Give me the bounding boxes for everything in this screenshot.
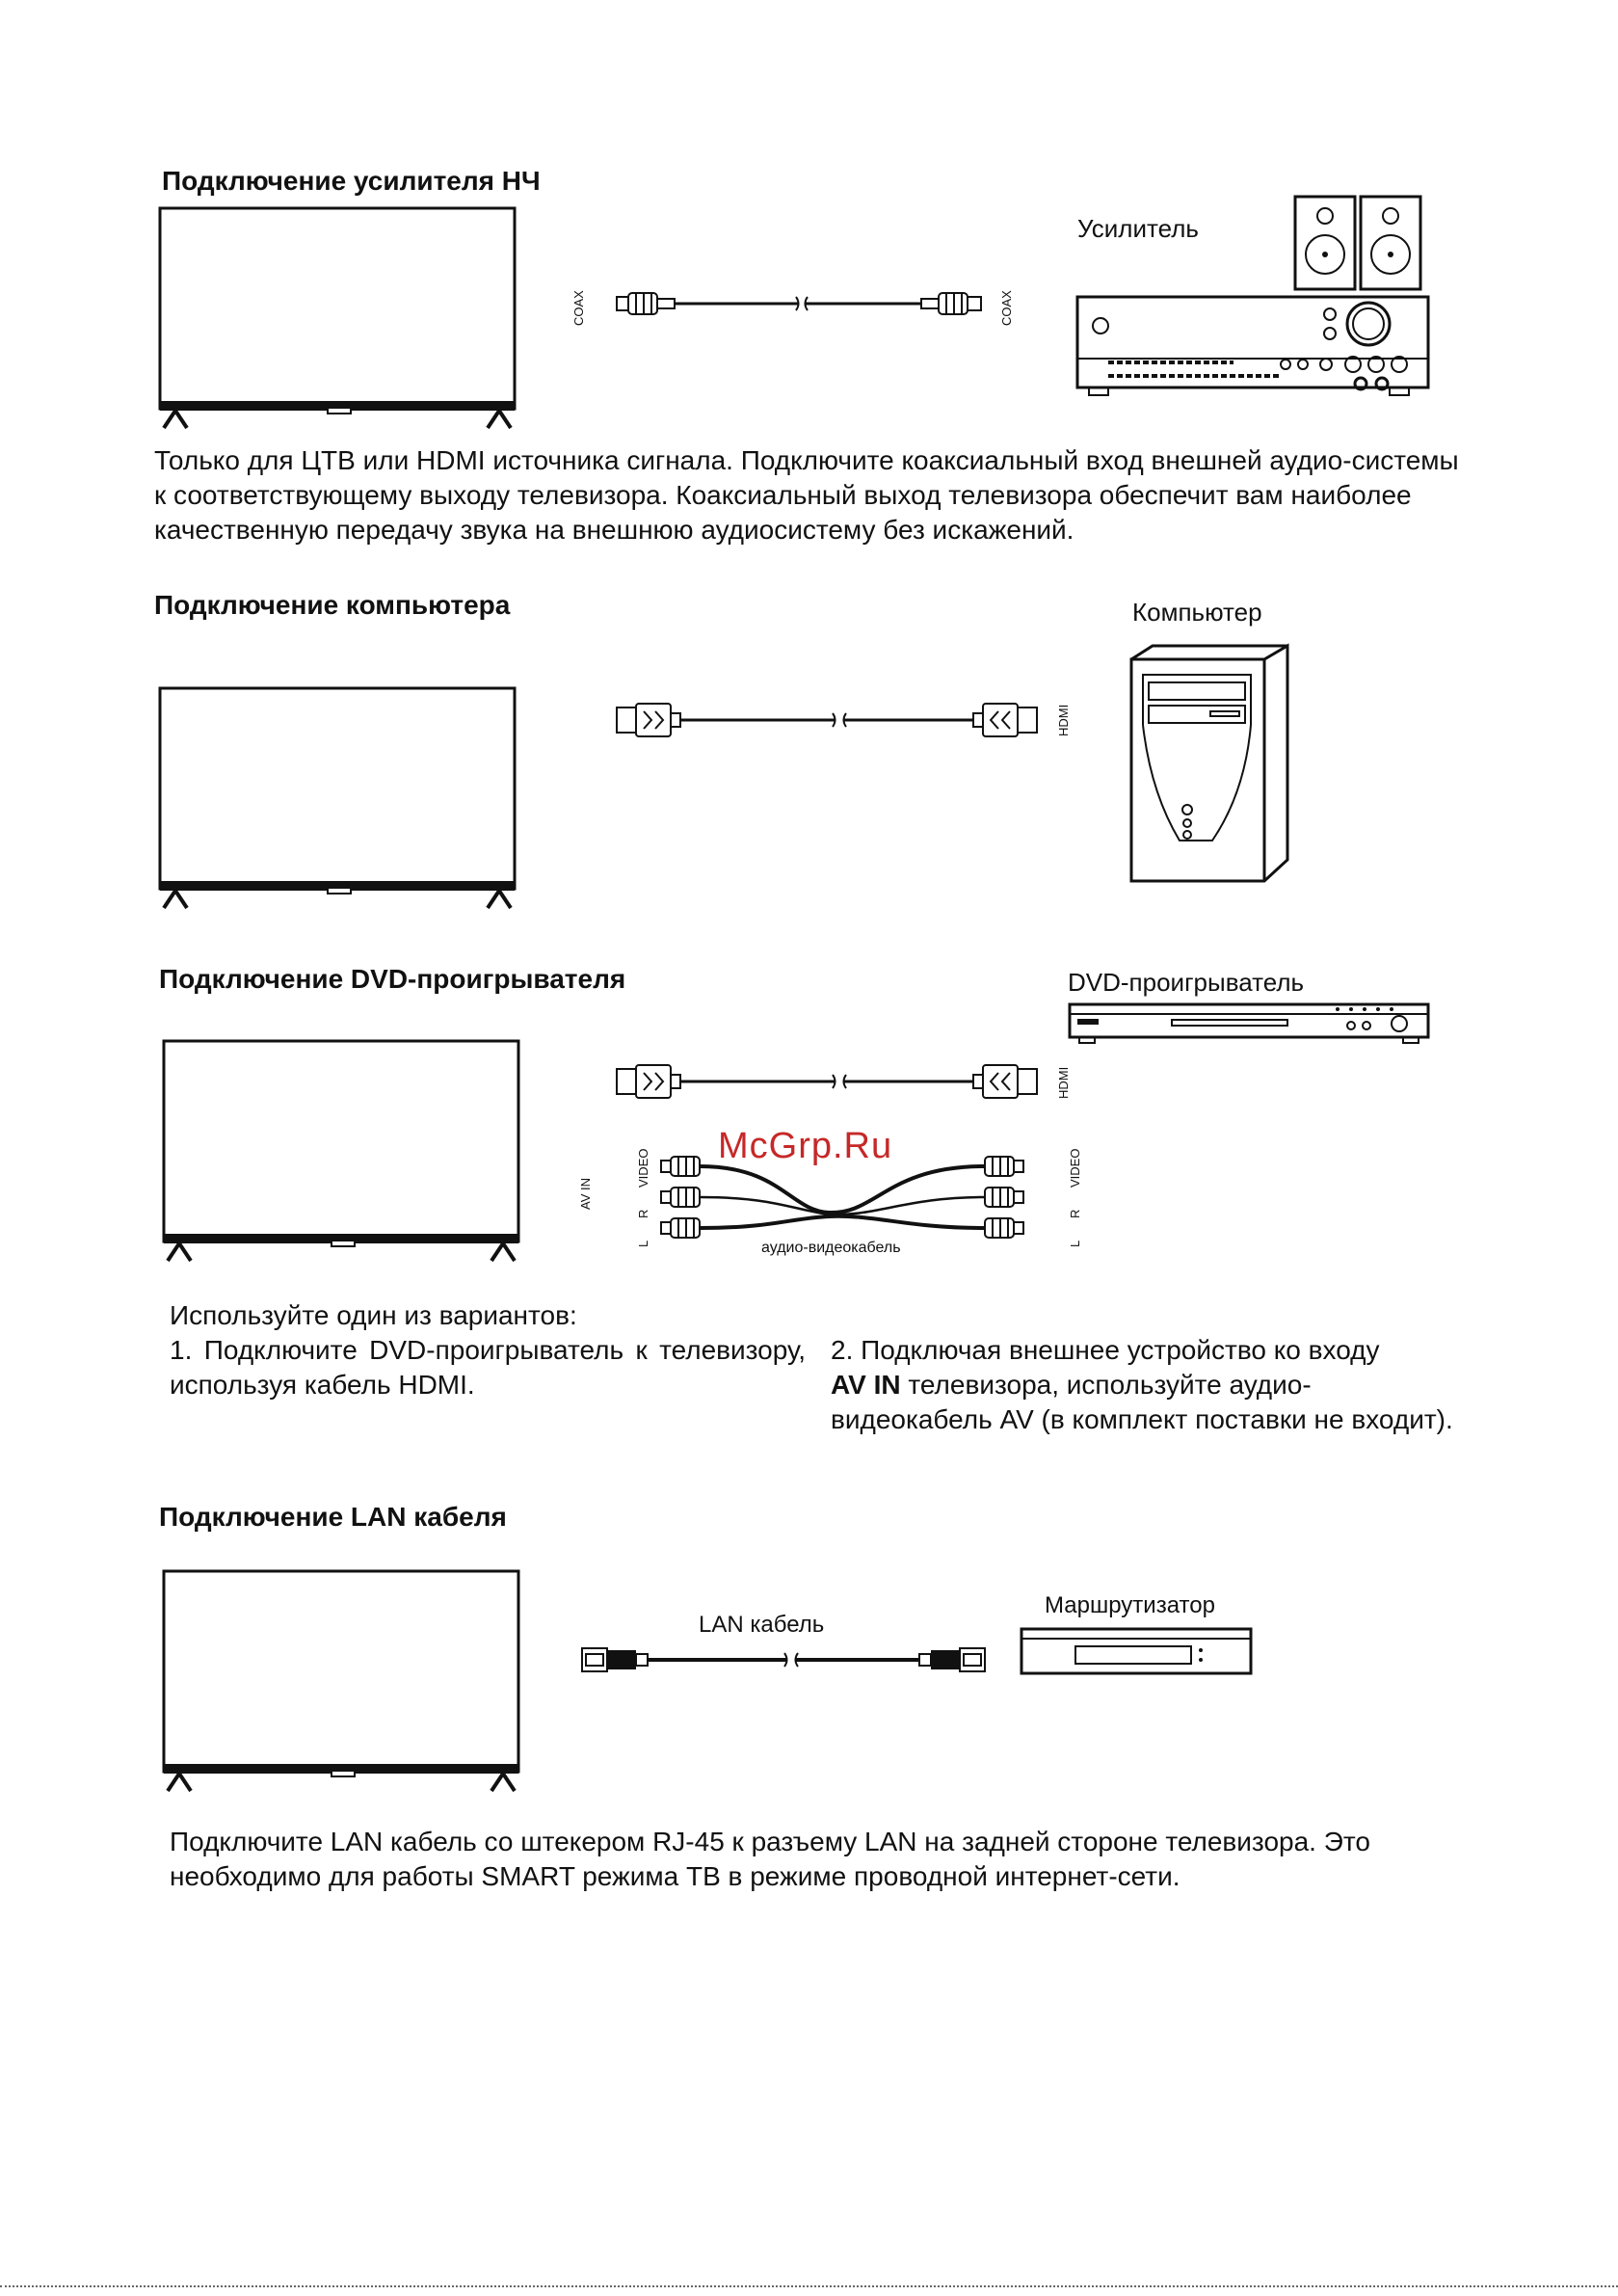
lan-cable-label: LAN кабель <box>699 1612 825 1638</box>
tv-illustration-3 <box>158 1037 524 1268</box>
computer-section-title: Подключение компьютера <box>154 590 511 620</box>
computer-label: Компьютер <box>1132 598 1262 627</box>
coax-port-label-right: COAX <box>999 290 1014 326</box>
dvd-section-title: Подключение DVD-проигрывателя <box>159 964 626 994</box>
tv-illustration-4 <box>158 1567 524 1799</box>
dvd-player-illustration <box>1066 1001 1434 1047</box>
av-cable <box>655 1153 1060 1253</box>
amplifier-description: Только для ЦТВ или HDMI источника сигнала. Подключите коаксиальный вход внешней аудио-системы к соответствующему выходу телевизора. Коаксиальный выход телевизора обеспечит вам наиболее качественную передачу звука на внешнюю аудиосистему без искажений. <box>154 445 1459 545</box>
dvd-player-label: DVD-проигрыватель <box>1068 968 1305 997</box>
dvd-option-2-end: телевизора, используйте аудио-видеокабель AV (в комплект поставки не входит). <box>831 1370 1453 1434</box>
router-label: Маршрутизатор <box>1045 1592 1215 1618</box>
av-right-video-label: VIDEO <box>1068 1148 1082 1188</box>
hdmi-cable-2 <box>607 1057 1041 1106</box>
dvd-hdmi-port-label: HDMI <box>1056 1066 1071 1099</box>
dvd-option-1: 1. Подключите DVD-проигрыватель к телевизору, используя кабель HDMI. <box>170 1335 806 1400</box>
hdmi-cable-1 <box>607 696 1041 744</box>
computer-illustration <box>1127 640 1291 885</box>
page-bottom-border <box>0 2285 1618 2287</box>
lan-description: Подключите LAN кабель со штекером RJ-45 к разъему LAN на задней стороне телевизора. Это необходимо для работы SMART режима ТВ в режиме проводной интернет-сети. <box>170 1827 1370 1891</box>
computer-hdmi-port-label: HDMI <box>1056 704 1071 736</box>
av-left-l-label: L <box>636 1240 650 1247</box>
dvd-option-2-bold: AV IN <box>831 1370 901 1400</box>
av-in-label: AV IN <box>578 1178 593 1210</box>
av-right-r-label: R <box>1068 1209 1082 1218</box>
lan-section-title: Подключение LAN кабеля <box>159 1502 507 1532</box>
av-right-l-label: L <box>1068 1240 1082 1247</box>
av-left-video-label: VIDEO <box>636 1148 650 1188</box>
coax-cable <box>597 280 993 328</box>
amplifier-with-speakers-illustration <box>1072 195 1438 399</box>
tv-illustration-1 <box>154 204 520 436</box>
amplifier-section-title: Подключение усилителя НЧ <box>162 166 541 196</box>
watermark: McGrp.Ru <box>718 1126 893 1166</box>
dvd-intro: Используйте один из вариантов: <box>170 1300 577 1330</box>
dvd-option-2 <box>831 1333 1467 1437</box>
dvd-option-2-start: 2. Подключая внешнее устройство ко входу <box>831 1335 1380 1365</box>
av-cable-label: аудио-видеокабель <box>761 1240 901 1256</box>
coax-port-label-left: COAX <box>571 290 586 326</box>
tv-illustration-2 <box>154 684 520 916</box>
router-illustration <box>1018 1625 1255 1681</box>
av-left-r-label: R <box>636 1209 650 1218</box>
amplifier-label: Усилитель <box>1077 214 1199 243</box>
lan-cable <box>578 1641 993 1679</box>
